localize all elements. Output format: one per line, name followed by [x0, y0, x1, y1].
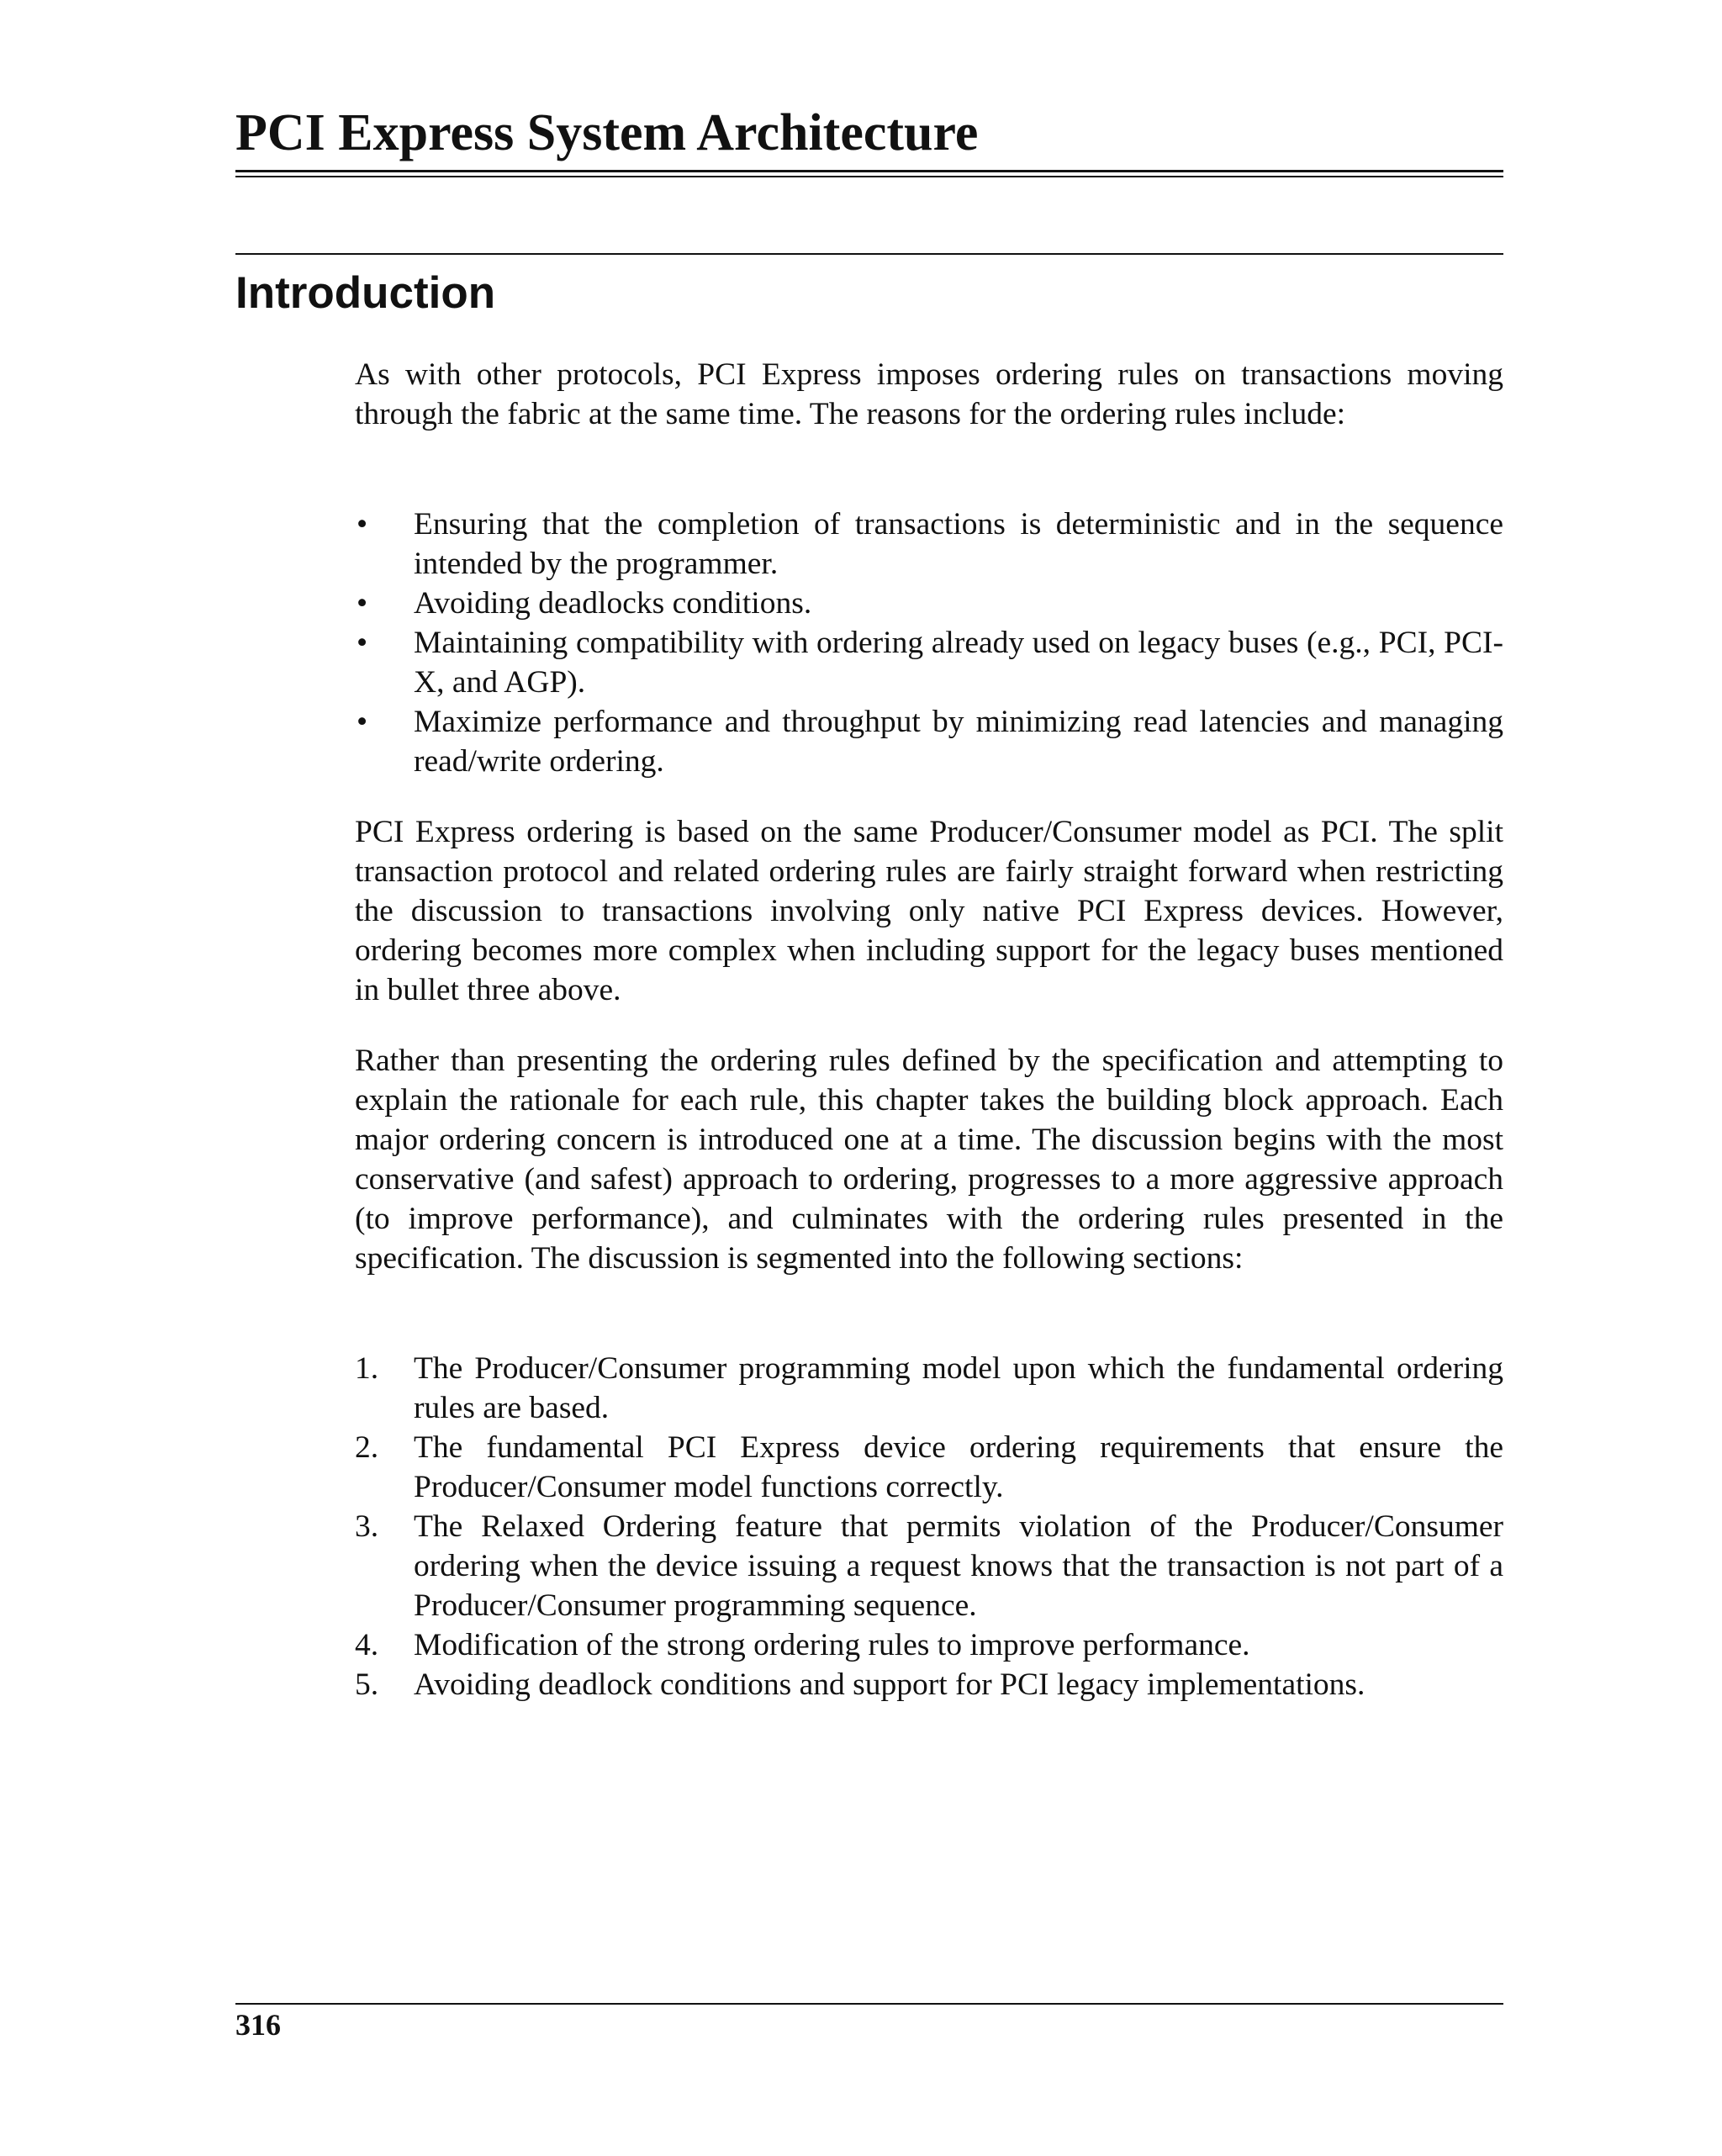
number-marker: 2. [355, 1430, 379, 1465]
number-marker: 4. [355, 1628, 379, 1662]
number-marker: 5. [355, 1667, 379, 1702]
bullet-marker: • [357, 507, 368, 542]
running-head-title: PCI Express System Architecture [235, 104, 979, 161]
list-item-text: Modification of the strong ordering rules to improve performance. [414, 1628, 1250, 1662]
header-rule-thin [235, 176, 1503, 177]
list-item [355, 1625, 1503, 1665]
list-item-text: Avoiding deadlocks conditions. [414, 586, 812, 621]
list-item [355, 623, 1503, 702]
bullet-marker: • [357, 586, 368, 621]
body-paragraph-approach: Rather than presenting the ordering rules defined by the specification and attempting to explain the rationale for each rule, this chapter takes the building block approach. Each major ordering concern is introduced one at a time. The discussion begins with the most conservative (and safest) approach to ordering, progresses to a more aggressive approach (to improve performance), and culminates with the ordering rules presented in the specification. The discussion is segmented into the following sections: [355, 1044, 1503, 1276]
list-item [355, 1507, 1503, 1625]
header-rule-thick [235, 170, 1503, 172]
list-item-text: Maximize performance and throughput by minimizing read latencies and managing read/write ordering. [414, 705, 1503, 779]
list-item-text: The Relaxed Ordering feature that permits violation of the Producer/Consumer ordering when the device issuing a request knows that the transaction is not part of a Producer/Consumer programming sequence. [414, 1509, 1503, 1623]
footer-rule [235, 2003, 1503, 2005]
bullet-marker: • [357, 705, 368, 739]
sections-numbered-list [355, 1349, 1503, 1704]
section-rule [235, 253, 1503, 255]
list-item [355, 1665, 1503, 1704]
list-item-text: Maintaining compatibility with ordering already used on legacy buses (e.g., PCI, PCI-X, and AGP). [414, 626, 1503, 700]
list-item [355, 584, 1503, 623]
bullet-marker: • [357, 626, 368, 660]
list-item-text: The fundamental PCI Express device ordering requirements that ensure the Producer/Consumer model functions correctly. [414, 1430, 1503, 1504]
list-item [355, 1349, 1503, 1428]
number-marker: 3. [355, 1509, 379, 1544]
list-item-text: The Producer/Consumer programming model upon which the fundamental ordering rules are based. [414, 1351, 1503, 1425]
list-item [355, 702, 1503, 781]
number-marker: 1. [355, 1351, 379, 1386]
reasons-bullet-list [355, 505, 1503, 781]
list-item-text: Avoiding deadlock conditions and support for PCI legacy implementations. [414, 1667, 1365, 1702]
intro-paragraph: As with other protocols, PCI Express imposes ordering rules on transactions moving through the fabric at the same time. The reasons for the ordering rules include: [355, 357, 1503, 431]
list-item [355, 1428, 1503, 1507]
body-paragraph-producer-consumer: PCI Express ordering is based on the same Producer/Consumer model as PCI. The split transaction protocol and related ordering rules are fairly straight forward when restricting the discussion to transactions involving only native PCI Express devices. However, ordering becomes more complex when including support for the legacy buses mentioned in bullet three above. [355, 815, 1503, 1007]
list-item [355, 505, 1503, 584]
list-item-text: Ensuring that the completion of transactions is deterministic and in the sequence intended by the programmer. [414, 507, 1503, 581]
page-number: 316 [235, 2008, 281, 2042]
section-heading: Introduction [235, 268, 496, 318]
